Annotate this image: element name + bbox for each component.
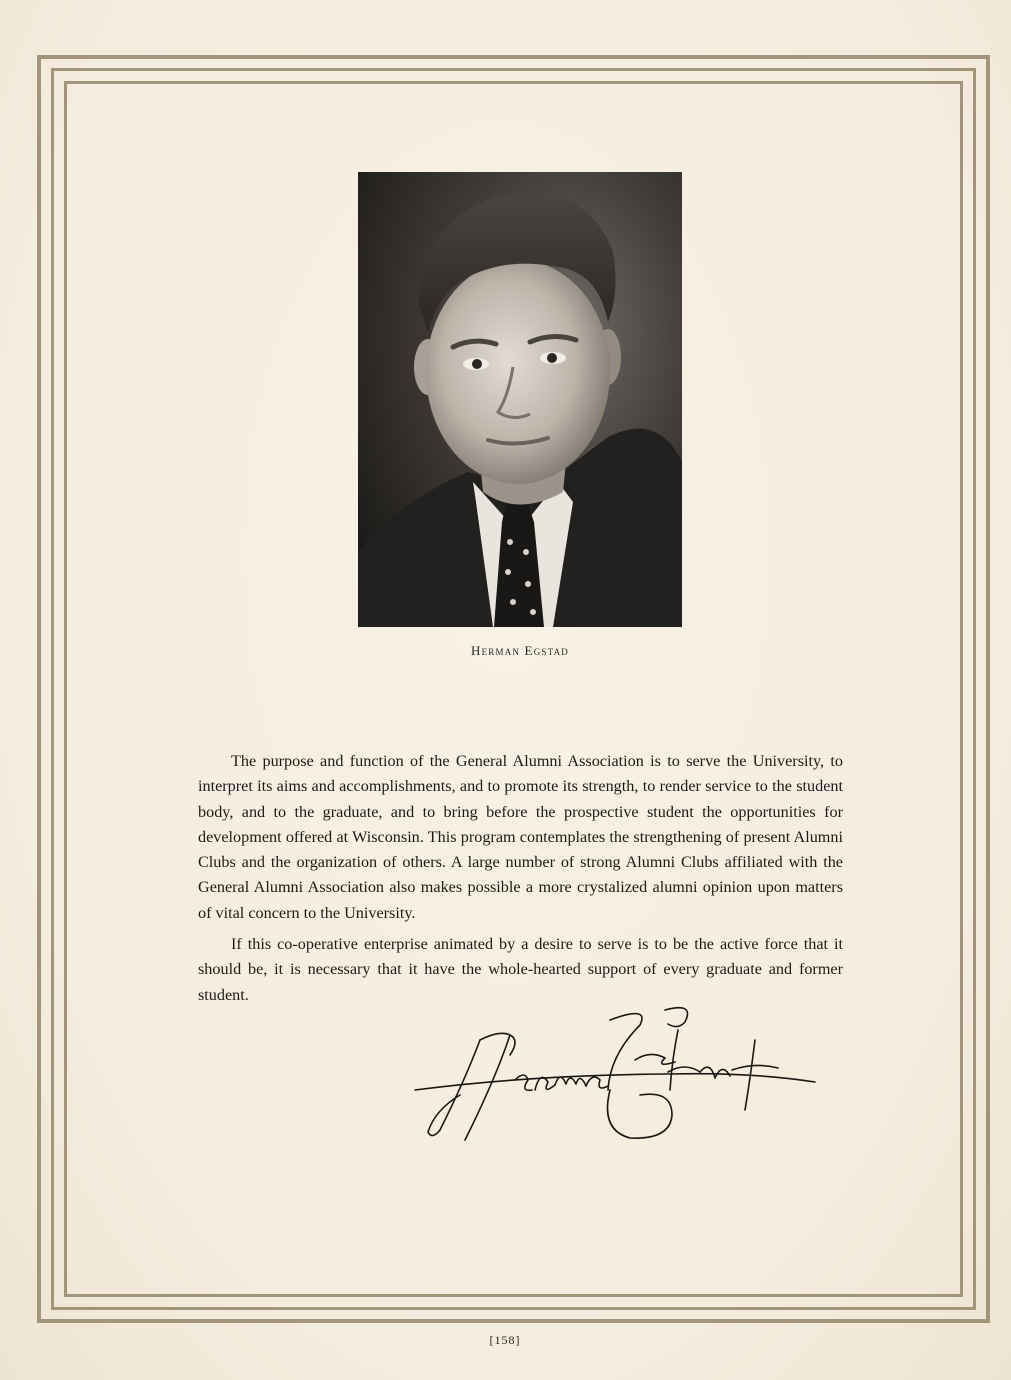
- paragraph-purpose: The purpose and function of the General Alumni Association is to serve the University, to interpret its aims and accomplishments, and to promote its strength, to render service to the student body, and to the graduate, and to bring before the prospective student the opportunities for development offered at Wisconsin. This program contemplates the strengthening of present Alumni Clubs and the organization of others. A large number of strong Alumni Clubs affiliated with the General Alumni Association also makes possible a more crystalized alumni opinion upon matters of vital concern to the University.: [198, 752, 843, 922]
- paragraph-support: If this co-operative enterprise animated by a desire to serve is to be the active force that it should be, it is necessary that it have the whole-hearted support of every graduate and former student.: [198, 935, 843, 1004]
- page-number: [158]: [489, 1333, 521, 1347]
- signature-handwriting: [410, 1000, 830, 1150]
- portrait-photo: [358, 172, 682, 627]
- portrait-caption: Herman Egstad: [471, 643, 569, 658]
- signature: [410, 1000, 830, 1150]
- body-text: [198, 749, 843, 1014]
